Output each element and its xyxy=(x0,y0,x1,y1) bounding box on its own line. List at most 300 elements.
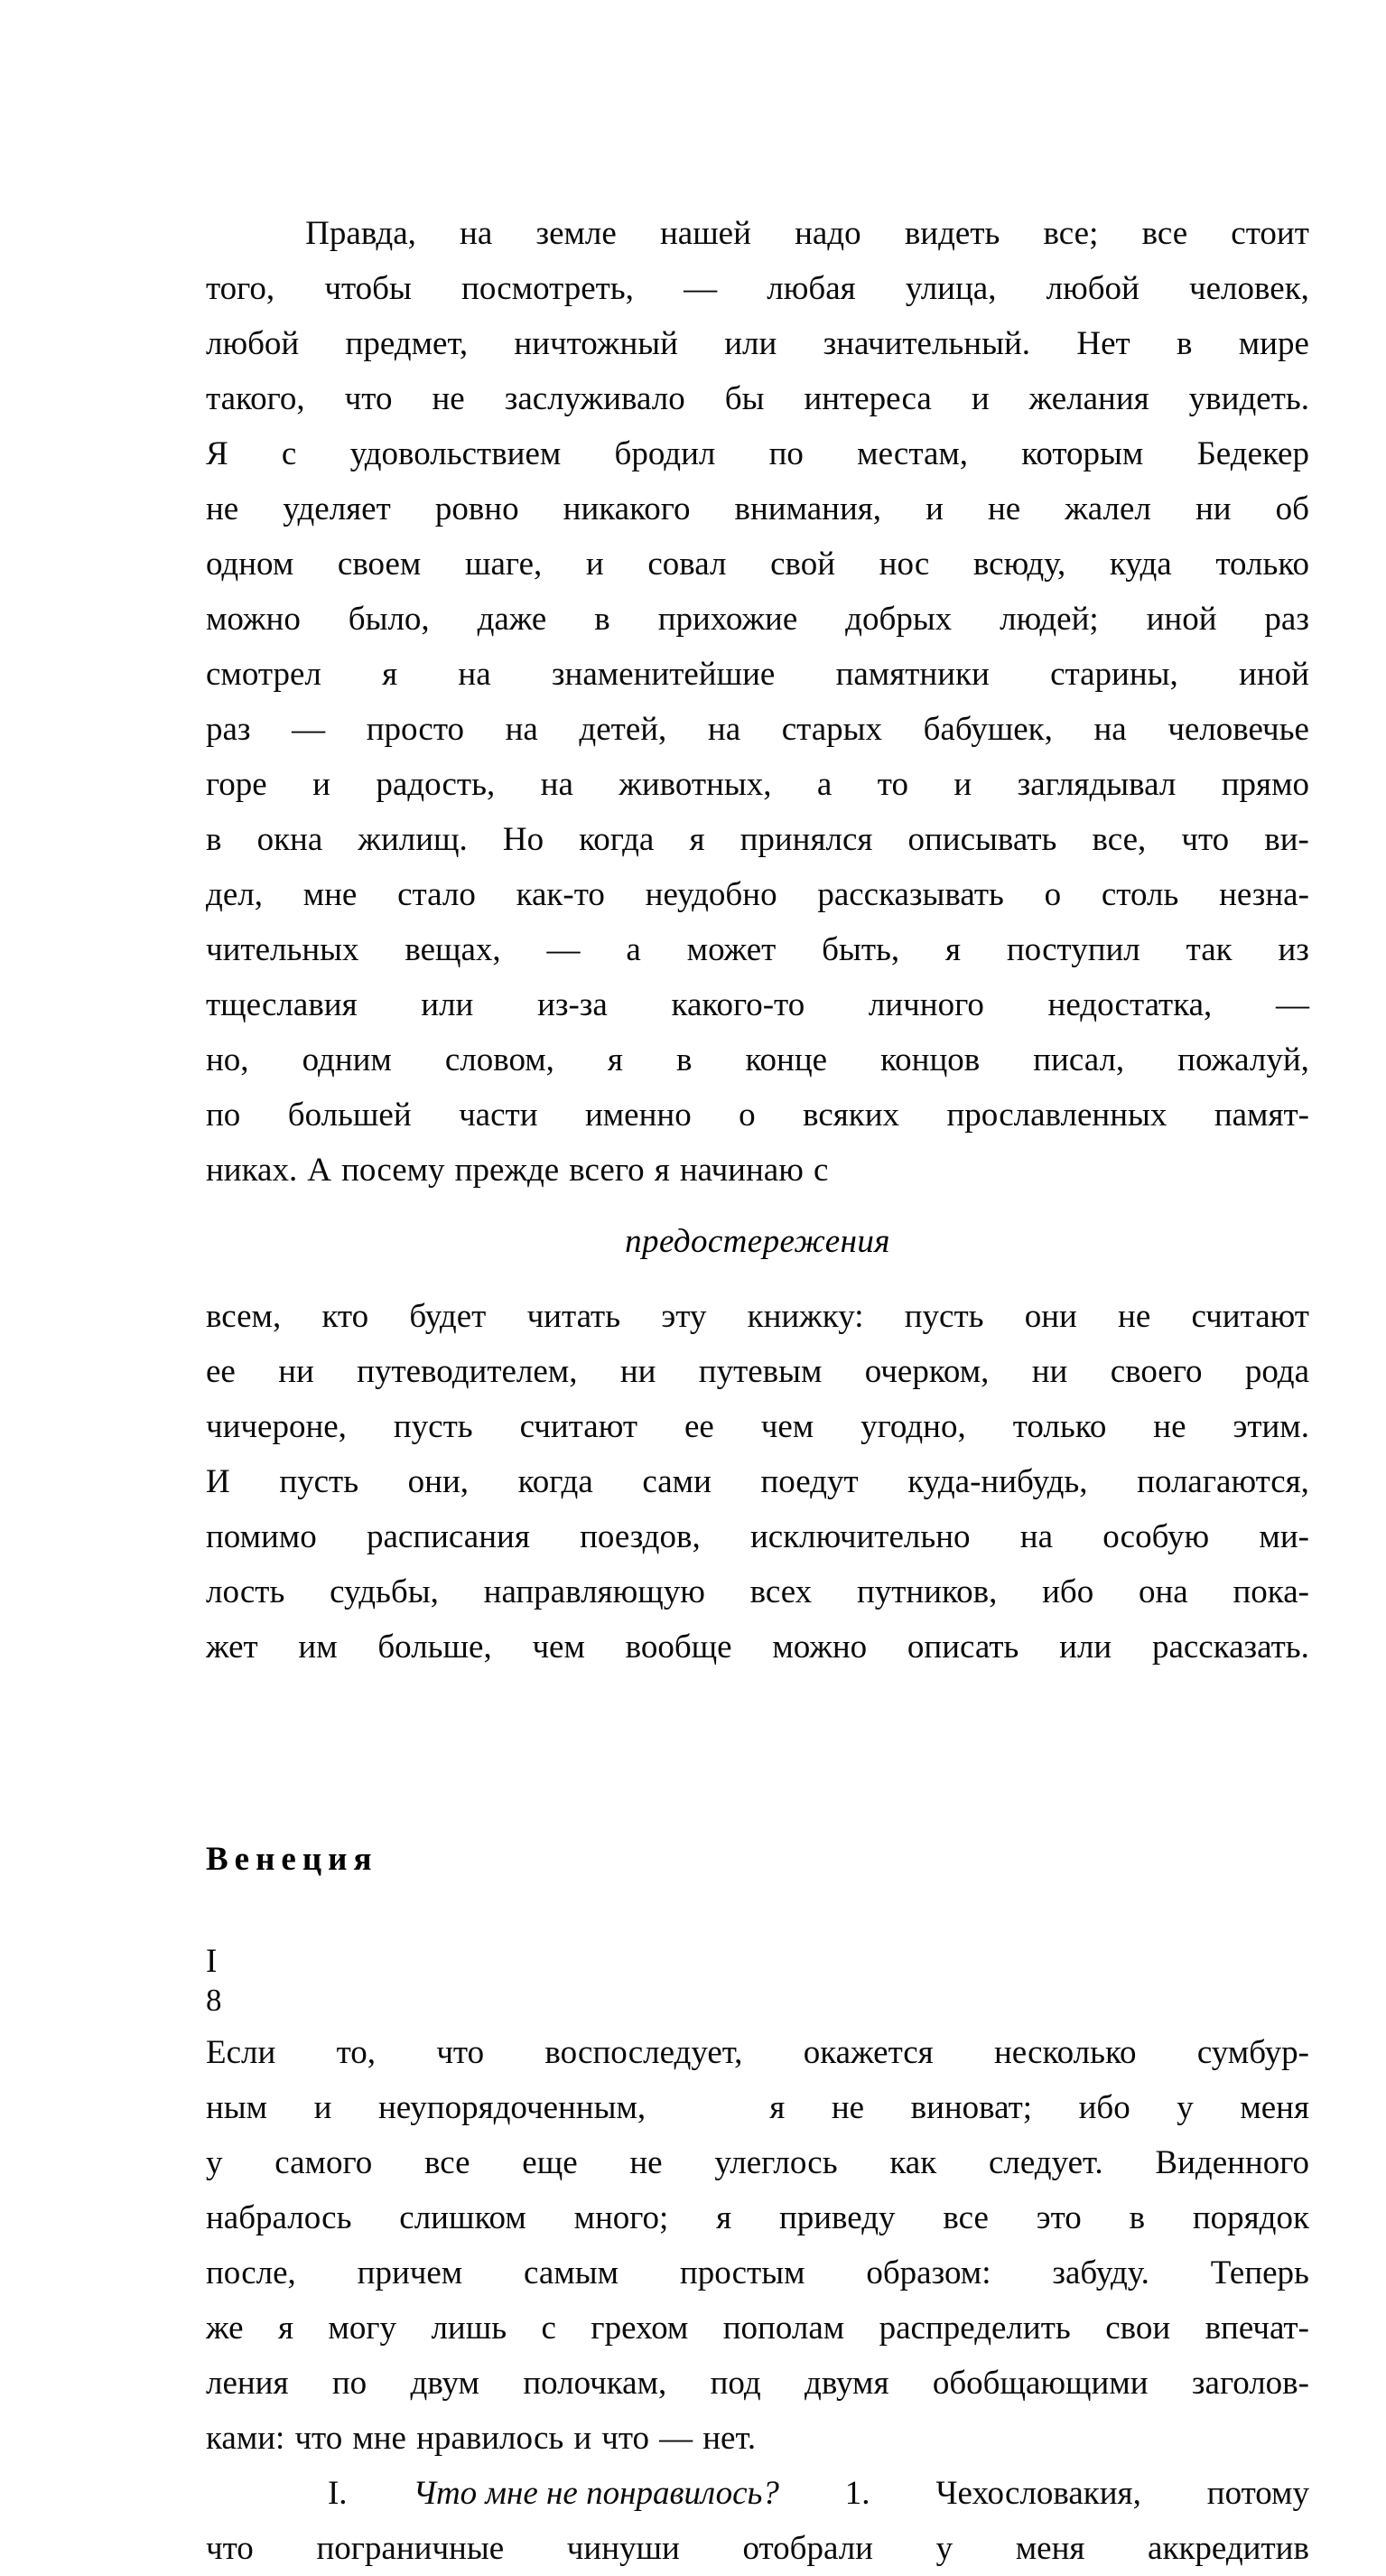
text-word: несколько xyxy=(993,2034,1137,2071)
text-word: чительных xyxy=(206,931,359,968)
text-word: порядок xyxy=(1192,2199,1309,2236)
text-word: горе xyxy=(206,766,267,803)
text-word: старины, xyxy=(1050,656,1178,693)
text-word: и xyxy=(585,546,604,583)
text-word: с xyxy=(281,435,297,472)
section-number: I xyxy=(206,1943,218,1980)
text-word: заглядывал xyxy=(1017,766,1177,803)
text-word: которым xyxy=(1021,435,1144,472)
text-word: ибо xyxy=(1042,1573,1094,1610)
text-word: не xyxy=(206,490,239,527)
text-line xyxy=(206,1509,1309,1564)
text-word: чем xyxy=(532,1629,585,1666)
text-word: и xyxy=(313,2089,332,2126)
paragraph-2 xyxy=(206,1289,1309,1675)
text-word: ее xyxy=(684,1408,714,1445)
text-word: я xyxy=(769,2089,786,2126)
text-word: Но xyxy=(502,821,544,858)
text-word: двумя xyxy=(805,2365,889,2402)
text-word: бы xyxy=(724,380,765,417)
text-word: Я xyxy=(206,435,228,472)
text-word: одним xyxy=(302,1041,392,1078)
text-word: нет. xyxy=(702,2420,757,2457)
paragraph-1 xyxy=(206,206,1309,1198)
text-word: поступил xyxy=(1006,931,1140,968)
text-word: незна- xyxy=(1219,876,1309,913)
text-word: стоит xyxy=(1231,215,1309,252)
text-word: на xyxy=(1019,1518,1054,1555)
text-word: шаге, xyxy=(464,546,543,583)
text-word: неупорядоченным, xyxy=(377,2089,646,2126)
text-word: нравилось xyxy=(416,2420,564,2457)
text-line xyxy=(206,371,1309,426)
text-word: расписания xyxy=(366,1518,530,1555)
text-word: большей xyxy=(287,1097,412,1134)
text-word: стало xyxy=(397,876,476,913)
text-word: двум xyxy=(410,2365,479,2402)
text-word: у xyxy=(206,2144,223,2181)
text-word: или xyxy=(724,325,777,362)
text-word: даже xyxy=(477,601,547,638)
text-word: считают xyxy=(519,1408,638,1445)
text-word: этим. xyxy=(1233,1408,1309,1445)
text-word: чинуши xyxy=(566,2530,680,2567)
text-word: — xyxy=(546,931,581,968)
text-word: об xyxy=(1275,490,1309,527)
text-word: раз xyxy=(206,711,251,748)
text-word: они, xyxy=(407,1463,470,1500)
text-word: ничтожный xyxy=(514,325,678,362)
text-word: что xyxy=(1181,821,1230,858)
text-word: Что мне не понравилось? xyxy=(413,2475,779,2512)
text-line xyxy=(206,316,1309,371)
text-word: заслуживало xyxy=(504,380,685,417)
text-word: просто xyxy=(366,711,465,748)
text-word: у xyxy=(1177,2089,1194,2126)
text-word: о xyxy=(739,1097,756,1134)
text-word: ками: xyxy=(206,2420,285,2457)
text-word: простым xyxy=(679,2254,805,2291)
text-word: самым xyxy=(524,2254,619,2291)
text-word: приведу xyxy=(778,2199,896,2236)
text-word: Бедекер xyxy=(1196,435,1309,472)
text-word: концов xyxy=(880,1041,981,1078)
text-word: самого xyxy=(274,2144,373,2181)
text-word: что xyxy=(344,380,393,417)
text-word: пусть xyxy=(904,1298,984,1335)
text-word: окна xyxy=(256,821,323,858)
text-word: всюду, xyxy=(972,546,1066,583)
chapter-title: Венеция xyxy=(206,1841,378,1878)
text-word: следует. xyxy=(988,2144,1103,2181)
text-word: интереса xyxy=(804,380,932,417)
text-word: А xyxy=(307,1152,332,1189)
text-line xyxy=(206,2025,1309,2080)
text-word: тщеславия xyxy=(206,986,358,1023)
text-word: они xyxy=(1024,1298,1077,1335)
text-word: местам, xyxy=(857,435,969,472)
text-word: описывать xyxy=(907,821,1057,858)
text-word: и xyxy=(573,2420,592,2457)
text-word: добрых xyxy=(845,601,953,638)
text-line xyxy=(206,2411,1309,2466)
text-line xyxy=(206,1564,1309,1619)
text-word: я xyxy=(654,1152,670,1189)
text-word: I. xyxy=(327,2475,348,2512)
text-word: полочкам, xyxy=(523,2365,667,2402)
text-word: рассказывать xyxy=(817,876,1004,913)
text-word: — xyxy=(659,2420,693,2457)
paragraph-4 xyxy=(206,2466,1309,2576)
text-word: не xyxy=(831,2089,865,2126)
text-word: прославленных xyxy=(946,1097,1167,1134)
text-word: старых xyxy=(781,711,883,748)
paragraph-3 xyxy=(206,2025,1309,2466)
text-word: посмотреть, xyxy=(461,270,634,307)
text-word: в xyxy=(206,821,222,858)
text-word: на xyxy=(1093,711,1127,748)
text-word: бродил xyxy=(614,435,716,472)
text-word: неудобно xyxy=(645,876,777,913)
text-word: путевым xyxy=(698,1353,823,1390)
text-word: одном xyxy=(206,546,294,583)
text-line xyxy=(206,977,1309,1032)
text-word: лость xyxy=(206,1573,285,1610)
text-word: Теперь xyxy=(1210,2254,1309,2291)
text-word: Правда, xyxy=(305,215,416,252)
text-word: пусть xyxy=(393,1408,473,1445)
text-word: на xyxy=(458,656,491,693)
text-word: аккредитив xyxy=(1148,2530,1309,2567)
text-word: увидеть. xyxy=(1188,380,1309,417)
text-word: свой xyxy=(770,546,836,583)
text-word: не xyxy=(1118,1298,1151,1335)
text-line xyxy=(206,537,1309,592)
text-word: когда xyxy=(517,1463,593,1500)
text-word: видеть xyxy=(904,215,1000,252)
text-word: мне xyxy=(302,876,358,913)
text-line xyxy=(206,426,1309,481)
text-word: все xyxy=(1141,215,1188,252)
text-word: заголов- xyxy=(1191,2365,1309,2402)
text-word: поездов, xyxy=(580,1518,701,1555)
text-word: своего xyxy=(1110,1353,1203,1390)
text-word: Если xyxy=(206,2034,276,2071)
text-word: полагаются, xyxy=(1137,1463,1309,1500)
text-line xyxy=(206,812,1309,867)
text-word: то, xyxy=(336,2034,377,2071)
text-word: из-за xyxy=(537,986,608,1023)
text-word: все xyxy=(423,2144,470,2181)
text-word: угодно, xyxy=(860,1408,966,1445)
page-textblock xyxy=(206,206,1309,2576)
text-word: окажется xyxy=(803,2034,934,2071)
text-word: значительный. xyxy=(823,325,1031,362)
text-word: — xyxy=(684,270,718,307)
text-word: эту xyxy=(661,1298,707,1335)
text-word: такого, xyxy=(206,380,305,417)
text-word: — xyxy=(1275,986,1309,1023)
text-word: а xyxy=(816,766,833,803)
text-word: меня xyxy=(1240,2089,1309,2126)
text-word: Чехословакия, xyxy=(935,2475,1141,2512)
text-word: с xyxy=(813,1152,829,1189)
text-line xyxy=(206,1399,1309,1454)
text-word: я xyxy=(716,2199,732,2236)
text-line xyxy=(206,592,1309,647)
text-word: все; xyxy=(1043,215,1099,252)
text-word: именно xyxy=(584,1097,692,1134)
text-word: дел, xyxy=(206,876,263,913)
text-word: свои xyxy=(1105,2310,1171,2347)
text-word: как xyxy=(889,2144,937,2181)
text-word: в xyxy=(675,1041,693,1078)
text-word: радость, xyxy=(376,766,496,803)
text-word: судьбы, xyxy=(330,1573,439,1610)
text-word: только xyxy=(1012,1408,1107,1445)
text-line xyxy=(206,2521,1309,2576)
text-word: и xyxy=(926,490,944,527)
text-word: потому xyxy=(1206,2475,1309,2512)
text-word: слишком xyxy=(399,2199,526,2236)
text-word: чичероне, xyxy=(206,1408,347,1445)
text-word: всяких xyxy=(803,1097,900,1134)
text-word: надо xyxy=(795,215,861,252)
text-word: отобрали xyxy=(742,2530,873,2567)
text-word: Виденного xyxy=(1155,2144,1309,2181)
centered-italic-heading: предостережения xyxy=(625,1223,890,1260)
text-word: посему xyxy=(341,1152,445,1189)
text-word: виноват; xyxy=(910,2089,1033,2126)
text-word: по xyxy=(768,435,804,472)
text-line xyxy=(206,2356,1309,2411)
text-word: личного xyxy=(868,986,984,1023)
text-word: о xyxy=(1044,876,1062,913)
text-word: на xyxy=(460,215,493,252)
text-word: книжку: xyxy=(747,1298,864,1335)
text-word: иной xyxy=(1239,656,1309,693)
text-word: всем, xyxy=(206,1298,282,1335)
text-word: того, xyxy=(206,270,275,307)
text-line xyxy=(206,481,1309,537)
text-line xyxy=(206,2245,1309,2301)
text-word: впечат- xyxy=(1205,2310,1309,2347)
text-line xyxy=(206,922,1309,977)
text-word: улеглось xyxy=(714,2144,838,2181)
text-word: путеводителем, xyxy=(357,1353,578,1390)
text-word: я xyxy=(689,821,705,858)
page-number: 8 xyxy=(206,1983,222,2018)
text-word: но, xyxy=(206,1041,249,1078)
text-line xyxy=(206,1143,1309,1198)
text-word: считают xyxy=(1191,1298,1309,1335)
text-word: любая xyxy=(767,270,856,307)
text-word: жет xyxy=(206,1629,258,1666)
text-word: рассказать. xyxy=(1151,1629,1309,1666)
text-word: забуду. xyxy=(1052,2254,1149,2291)
text-word: иной xyxy=(1146,601,1217,638)
text-word: меня xyxy=(1015,2530,1085,2567)
text-line xyxy=(206,261,1309,316)
text-line xyxy=(206,206,1309,261)
text-word: что xyxy=(206,2530,254,2567)
text-word: после, xyxy=(206,2254,296,2291)
text-word: ми- xyxy=(1259,1518,1309,1555)
text-word: я xyxy=(945,931,962,968)
text-line xyxy=(206,1344,1309,1399)
text-word: же xyxy=(206,2310,244,2347)
text-word: обобщающими xyxy=(932,2365,1149,2402)
text-word: куда-нибудь, xyxy=(907,1463,1088,1500)
text-word: сами xyxy=(642,1463,712,1500)
text-word: человечье xyxy=(1167,711,1309,748)
text-word: то xyxy=(877,766,908,803)
text-word: было, xyxy=(348,601,430,638)
text-word: ным xyxy=(206,2089,268,2126)
text-line xyxy=(206,757,1309,812)
text-word: людей; xyxy=(1000,601,1099,638)
text-word: ее xyxy=(206,1353,236,1390)
text-line xyxy=(206,1454,1309,1509)
text-word: раз xyxy=(1264,601,1309,638)
text-word: больше, xyxy=(377,1629,492,1666)
text-word: только xyxy=(1215,546,1309,583)
text-word: чтобы xyxy=(324,270,412,307)
text-word: когда xyxy=(579,821,655,858)
text-word: нашей xyxy=(659,215,751,252)
text-word: земле xyxy=(535,215,617,252)
text-word: прежде xyxy=(454,1152,560,1189)
text-word: не xyxy=(432,380,465,417)
text-word: ни xyxy=(619,1353,656,1390)
text-word: и xyxy=(953,766,972,803)
text-word: по xyxy=(206,1097,241,1134)
text-word: набралось xyxy=(206,2199,352,2236)
text-word: под xyxy=(710,2365,761,2402)
text-word: жалел xyxy=(1065,490,1151,527)
text-line xyxy=(206,1619,1309,1675)
text-word: И xyxy=(206,1463,230,1500)
text-word: жилищ. xyxy=(358,821,468,858)
text-word: поедут xyxy=(760,1463,859,1500)
chapter-spacer xyxy=(206,1675,1309,1745)
text-line xyxy=(206,1032,1309,1087)
text-word: все, xyxy=(1092,821,1147,858)
text-word: любой xyxy=(1046,270,1139,307)
text-word: что xyxy=(294,2420,343,2457)
text-word: описать xyxy=(907,1629,1019,1666)
text-word: на xyxy=(505,711,538,748)
text-word: очерком, xyxy=(864,1353,990,1390)
text-line xyxy=(206,1289,1309,1344)
text-word: кто xyxy=(321,1298,369,1335)
text-word: пока- xyxy=(1233,1573,1309,1610)
text-word: еще xyxy=(522,2144,578,2181)
text-word: ровно xyxy=(434,490,519,527)
text-word: всех xyxy=(749,1573,813,1610)
text-line xyxy=(206,2301,1309,2356)
text-word: будет xyxy=(409,1298,487,1335)
text-word: писал, xyxy=(1033,1041,1125,1078)
text-word: не xyxy=(629,2144,663,2181)
text-word: лишь xyxy=(431,2310,507,2347)
text-line xyxy=(206,2466,1309,2521)
text-word: особую xyxy=(1102,1518,1210,1555)
text-line xyxy=(206,702,1309,757)
text-word: не xyxy=(1153,1408,1186,1445)
text-word: направляющую xyxy=(483,1573,705,1610)
text-word: так xyxy=(1186,931,1233,968)
text-word: что xyxy=(601,2420,650,2457)
text-word: не xyxy=(987,490,1021,527)
text-word: пожалуй, xyxy=(1177,1041,1309,1078)
text-word: любой xyxy=(206,325,300,362)
text-word: мире xyxy=(1238,325,1309,362)
text-word: я xyxy=(277,2310,293,2347)
text-line xyxy=(206,867,1309,922)
text-word: бабушек, xyxy=(923,711,1053,748)
text-word: а xyxy=(626,931,641,968)
text-word: может xyxy=(686,931,777,968)
text-word: по xyxy=(331,2365,367,2402)
text-word: у xyxy=(935,2530,953,2567)
text-word: знаменитейшие xyxy=(551,656,776,693)
text-word: куда xyxy=(1109,546,1172,583)
text-word: помимо xyxy=(206,1518,317,1555)
text-word: никах. xyxy=(206,1152,298,1189)
text-word: исключительно xyxy=(749,1518,971,1555)
text-word: улица, xyxy=(905,270,997,307)
text-word: рода xyxy=(1244,1353,1309,1390)
text-word: — xyxy=(292,711,326,748)
text-word: уделяет xyxy=(283,490,391,527)
text-word: как-то xyxy=(516,876,605,913)
text-word: на xyxy=(540,766,573,803)
text-word: много; xyxy=(573,2199,669,2236)
text-word: удовольствием xyxy=(349,435,562,472)
text-word: ни xyxy=(1195,490,1232,527)
text-word: прямо xyxy=(1221,766,1309,803)
text-word: ни xyxy=(278,1353,314,1390)
text-word: в xyxy=(1129,2199,1146,2236)
text-word: памятники xyxy=(835,656,990,693)
text-word: памят- xyxy=(1214,1097,1309,1134)
text-word: воспоследует, xyxy=(544,2034,743,2071)
text-word: чем xyxy=(760,1408,814,1445)
text-word: принялся xyxy=(740,821,873,858)
text-word: прихожие xyxy=(657,601,798,638)
text-word: могу xyxy=(328,2310,396,2347)
text-line xyxy=(206,647,1309,702)
text-word: человек, xyxy=(1189,270,1309,307)
text-word: вообще xyxy=(625,1629,732,1666)
text-word: или xyxy=(421,986,474,1023)
text-word: пусть xyxy=(279,1463,359,1500)
text-word: ви- xyxy=(1264,821,1309,858)
text-word: грехом xyxy=(591,2310,689,2347)
text-word: нос xyxy=(879,546,930,583)
text-word: желания xyxy=(1028,380,1149,417)
text-word: можно xyxy=(206,601,301,638)
text-word: из xyxy=(1278,931,1309,968)
text-word: на xyxy=(707,711,741,748)
text-word: своем xyxy=(337,546,422,583)
text-word: образом: xyxy=(866,2254,991,2291)
text-word: ни xyxy=(1031,1353,1068,1390)
text-word: совал xyxy=(647,546,727,583)
text-word: смотрел xyxy=(206,656,321,693)
text-word: Нет xyxy=(1076,325,1130,362)
